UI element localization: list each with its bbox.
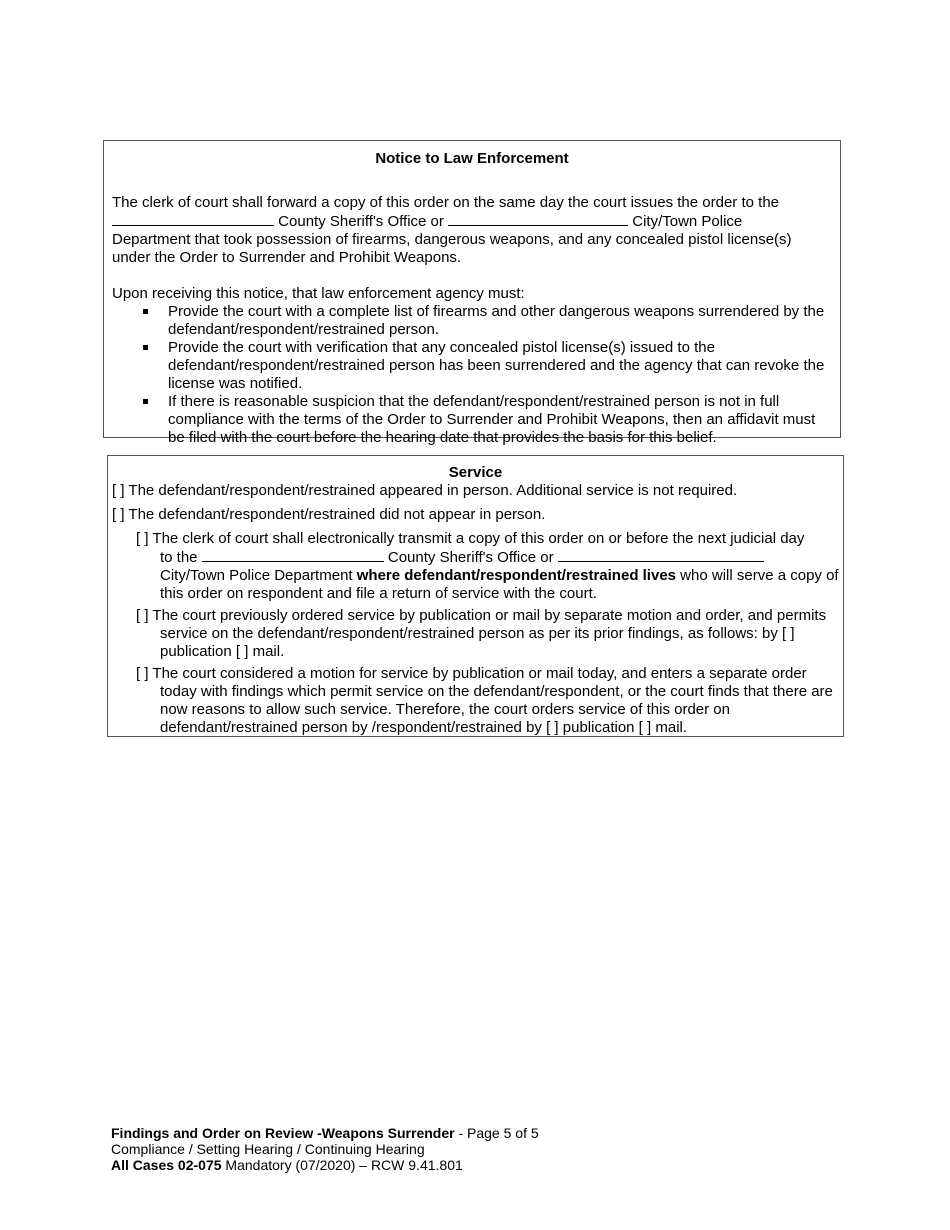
checkbox-prior-mail[interactable]: [ ] [235, 643, 249, 660]
bullet-square-icon [143, 309, 148, 314]
service-sub-option-motion-today: [ ] The court considered a motion for service by publication or mail today, and enters a separate order today with findings which permit service on the defendant/respondent, or the court finds that there are now reasons to allow such service. Therefore, the court orders service of this order on defendant/restrained person by /respondent/restrained by [ ] publication [ ] mail. [136, 665, 833, 736]
footer-line-3: All Cases 02-075 Mandatory (07/2020) – RCW 9.41.801 [111, 1157, 463, 1173]
footer-line-2: Compliance / Setting Hearing / Continuing Hearing [111, 1141, 425, 1157]
page-footer [111, 1125, 539, 1173]
police-city-blank[interactable] [448, 212, 628, 226]
notice-paragraph-2: Upon receiving this notice, that law enforcement agency must: [112, 285, 525, 302]
notice-title: Notice to Law Enforcement [375, 150, 569, 167]
sheriff-county-blank[interactable] [112, 212, 274, 226]
list-item: Provide the court with verification that any concealed pistol license(s) issued to the defendant/respondent/restrained person has been surrendered and the agency that can revoke the license was notified. [168, 339, 832, 393]
checkbox-motion-today[interactable]: [ ] [136, 665, 149, 682]
service-option-appeared: [ ] The defendant/respondent/restrained appeared in person. Additional service is not required. [112, 482, 738, 499]
notice-to-law-enforcement-section [103, 140, 841, 446]
footer-line-1: Findings and Order on Review -Weapons Surrender - Page 5 of 5 [111, 1125, 539, 1141]
checkbox-appeared[interactable]: [ ] [112, 482, 125, 499]
service-section [107, 455, 844, 737]
checkbox-today-mail[interactable]: [ ] [638, 719, 652, 736]
service-police-city-blank[interactable] [558, 548, 764, 562]
service-option-not-appeared: [ ] The defendant/respondent/restrained did not appear in person. [112, 506, 546, 523]
list-item: If there is reasonable suspicion that the defendant/respondent/restrained person is not in full compliance with the terms of the Order to Surrender and Prohibit Weapons, then an affidavit must be filed with the court before the hearing date that provides the basis for this belief. [168, 393, 832, 447]
checkbox-not-appeared[interactable]: [ ] [112, 506, 125, 523]
notice-paragraph-1: The clerk of court shall forward a copy of this order on the same day the court issues the order to the County Sheriff's Office or City/Town Police Department that took possession of firearms, dangerous weapons, and any concealed pistol license(s) under the Order to Surrender and Prohibit Weapons. [112, 194, 792, 266]
bullet-square-icon [143, 399, 148, 404]
service-sub-option-prior-order: [ ] The court previously ordered service by publication or mail by separate motion and order, and permits service on the defendant/respondent/restrained person as per its prior findings, as follows: by [ ] publication [ ] mail. [136, 607, 827, 660]
checkbox-clerk-transmit[interactable]: [ ] [136, 530, 149, 547]
service-sheriff-county-blank[interactable] [202, 548, 384, 562]
bullet-square-icon [143, 345, 148, 350]
list-item: Provide the court with a complete list of firearms and other dangerous weapons surrendered by the defendant/respondent/restrained person. [168, 303, 832, 339]
service-sub-option-clerk-transmit: [ ] The clerk of court shall electronically transmit a copy of this order on or before the next judicial day to the County Sheriff's Office or City/Town Police Department where defendant/respondent/restrained lives who will serve a copy of this order on respondent and file a return of service with the court. [136, 530, 839, 602]
checkbox-prior-order[interactable]: [ ] [136, 607, 149, 624]
service-title: Service [448, 464, 503, 481]
checkbox-today-publication[interactable]: [ ] [546, 719, 559, 736]
agency-requirements-list [112, 303, 832, 447]
checkbox-prior-publication[interactable]: [ ] [782, 625, 795, 642]
